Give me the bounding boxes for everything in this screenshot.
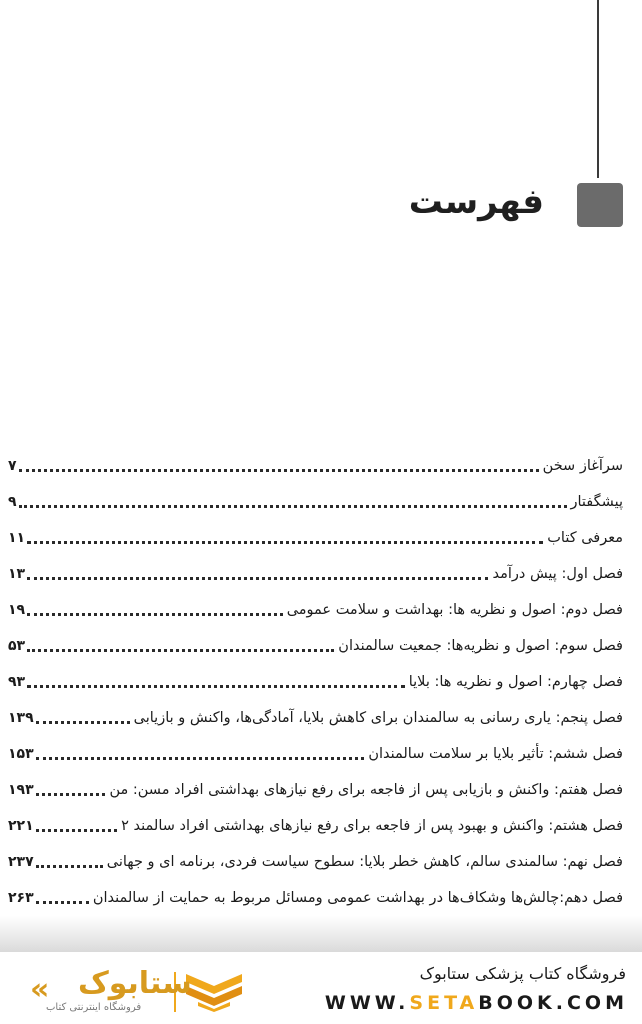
toc-entry-page: ۱۵۳ bbox=[8, 746, 34, 762]
toc-leader-dots bbox=[36, 721, 130, 724]
bottom-shade bbox=[0, 916, 642, 952]
brand-name: ستابوک bbox=[78, 966, 192, 1001]
toc-entry-page: ۹۳ bbox=[8, 674, 26, 690]
shop-url[interactable] bbox=[325, 992, 628, 1014]
toc-entry[interactable] bbox=[8, 700, 623, 736]
shop-name: فروشگاه کتاب پزشکی ستابوک bbox=[419, 964, 626, 983]
toc-leader-dots bbox=[36, 793, 106, 796]
book-logo-icon bbox=[184, 968, 244, 1012]
toc-entry[interactable] bbox=[8, 484, 623, 520]
toc-leader-dots bbox=[27, 685, 405, 688]
toc-entry-page: ۹ bbox=[8, 494, 17, 510]
toc-entry[interactable] bbox=[8, 448, 623, 484]
toc-leader-dots bbox=[27, 649, 334, 652]
toc-entry-title: فصل دهم:چالش‌ها وشکاف‌ها در بهداشت عمومی ومسائل مربوط به حمایت از سالمندان bbox=[92, 890, 623, 906]
toc-entry-title: فصل هشتم: واکنش و بهبود پس از فاجعه برای رفع نیازهای بهداشتی افراد سالمند ۲ bbox=[121, 818, 623, 834]
toc-entry-page: ۱۹۳ bbox=[8, 782, 34, 798]
toc-entry-page: ۲۳۷ bbox=[8, 854, 34, 870]
toc-entry[interactable] bbox=[8, 628, 623, 664]
toc-entry-page: ۲۶۳ bbox=[8, 890, 34, 906]
toc-entry[interactable] bbox=[8, 520, 623, 556]
brand-logo bbox=[30, 966, 192, 1020]
toc-entry-title: فصل چهارم: اصول و نظریه ها: بلایا bbox=[408, 674, 623, 690]
toc-entry-title: فصل هفتم: واکنش و بازیابی پس از فاجعه برای رفع نیازهای بهداشتی افراد مسن: من bbox=[109, 782, 623, 798]
toc-leader-dots bbox=[27, 577, 488, 580]
url-brand: SETA bbox=[409, 992, 479, 1014]
toc-entry-title: فصل پنجم: یاری رسانی به سالمندان برای کاهش بلایا، آمادگی‌ها، واکنش و بازیابی bbox=[133, 710, 623, 726]
toc-entry-page: ۵۳ bbox=[8, 638, 26, 654]
toc-entry-page: ۱۱ bbox=[8, 530, 26, 546]
toc-entry-title: فصل نهم: سالمندی سالم، کاهش خطر بلایا: سطوح سیاست فردی، برنامه ای و جهانی bbox=[106, 854, 623, 870]
table-of-contents bbox=[8, 448, 623, 952]
toc-entry-page: ۲۲۱ bbox=[8, 818, 34, 834]
toc-leader-dots bbox=[36, 829, 118, 832]
toc-entry[interactable] bbox=[8, 556, 623, 592]
url-prefix: WWW. bbox=[324, 992, 410, 1014]
brand-tagline: فروشگاه اینترنتی کتاب bbox=[46, 1002, 142, 1013]
toc-leader-dots bbox=[36, 901, 89, 904]
toc-leader-dots bbox=[36, 757, 365, 760]
toc-entry-title: فصل اول: پیش درآمد bbox=[492, 566, 623, 582]
toc-entry[interactable] bbox=[8, 736, 623, 772]
footer-banner bbox=[0, 952, 642, 1024]
toc-entry-page: ۱۳۹ bbox=[8, 710, 34, 726]
toc-leader-dots bbox=[19, 469, 539, 472]
toc-entry[interactable] bbox=[8, 664, 623, 700]
toc-leader-dots bbox=[27, 541, 543, 544]
page-title: فهرست bbox=[408, 182, 544, 222]
double-chevron-icon: « bbox=[30, 972, 50, 1007]
toc-leader-dots bbox=[19, 505, 567, 508]
toc-entry-title: فصل ششم: تأثیر بلایا بر سلامت سالمندان bbox=[368, 746, 623, 762]
toc-entry[interactable] bbox=[8, 772, 623, 808]
vertical-rule bbox=[597, 0, 599, 178]
toc-entry[interactable] bbox=[8, 808, 623, 844]
toc-entry-title: فصل دوم: اصول و نظریه ها: بهداشت و سلامت عمومی bbox=[286, 602, 623, 618]
url-suffix: BOOK.COM bbox=[478, 992, 628, 1014]
toc-entry-page: ۱۹ bbox=[8, 602, 26, 618]
toc-entry[interactable] bbox=[8, 844, 623, 880]
toc-entry-page: ۱۳ bbox=[8, 566, 26, 582]
toc-entry-page: ۷ bbox=[8, 458, 17, 474]
toc-leader-dots bbox=[27, 613, 283, 616]
toc-entry-title: سرآغاز سخن bbox=[542, 458, 623, 474]
toc-leader-dots bbox=[36, 865, 103, 868]
toc-entry-title: فصل سوم: اصول و نظریه‌ها: جمعیت سالمندان bbox=[338, 638, 623, 654]
heading-square-marker bbox=[577, 183, 623, 227]
toc-entry[interactable] bbox=[8, 880, 623, 916]
toc-entry-title: معرفی کتاب bbox=[547, 530, 623, 546]
toc-entry-title: پیشگفتار bbox=[570, 494, 623, 510]
toc-entry[interactable] bbox=[8, 592, 623, 628]
